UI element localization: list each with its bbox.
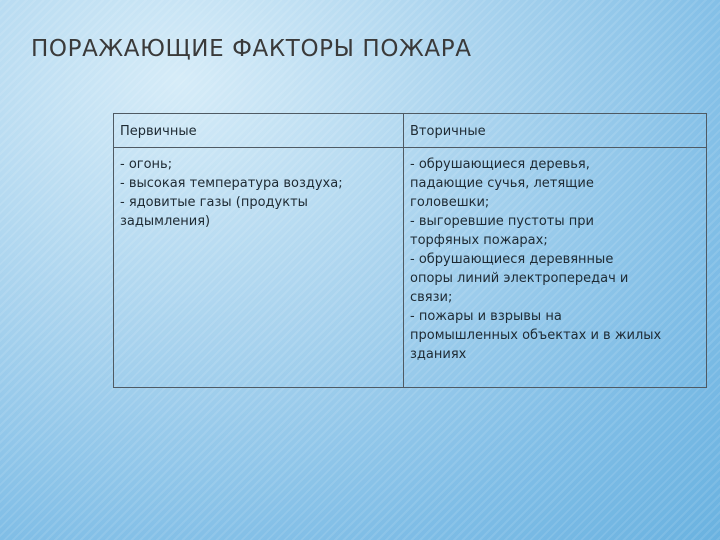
cell-primary-factors	[114, 148, 404, 388]
table-header-row	[114, 114, 707, 148]
slide-title: ПОРАЖАЮЩИЕ ФАКТОРЫ ПОЖАРА	[31, 36, 472, 62]
header-secondary: Вторичные	[404, 114, 707, 148]
header-primary: Первичные	[114, 114, 404, 148]
damage-factors-table	[113, 113, 707, 388]
table-row	[114, 148, 707, 388]
secondary-factors-text: - обрушающиеся деревья, падающие сучья, летящие головешки; - выгоревшие пустоты при торфяных пожарах; - обрушающиеся деревянные опоры линий электропередач и связи; - пожары и взрывы на промышленных объектах и в жилых зданиях	[410, 157, 662, 362]
cell-secondary-factors	[404, 148, 707, 388]
primary-factors-text: - огонь; - высокая температура воздуха; - ядовитые газы (продукты задымления)	[120, 157, 343, 229]
